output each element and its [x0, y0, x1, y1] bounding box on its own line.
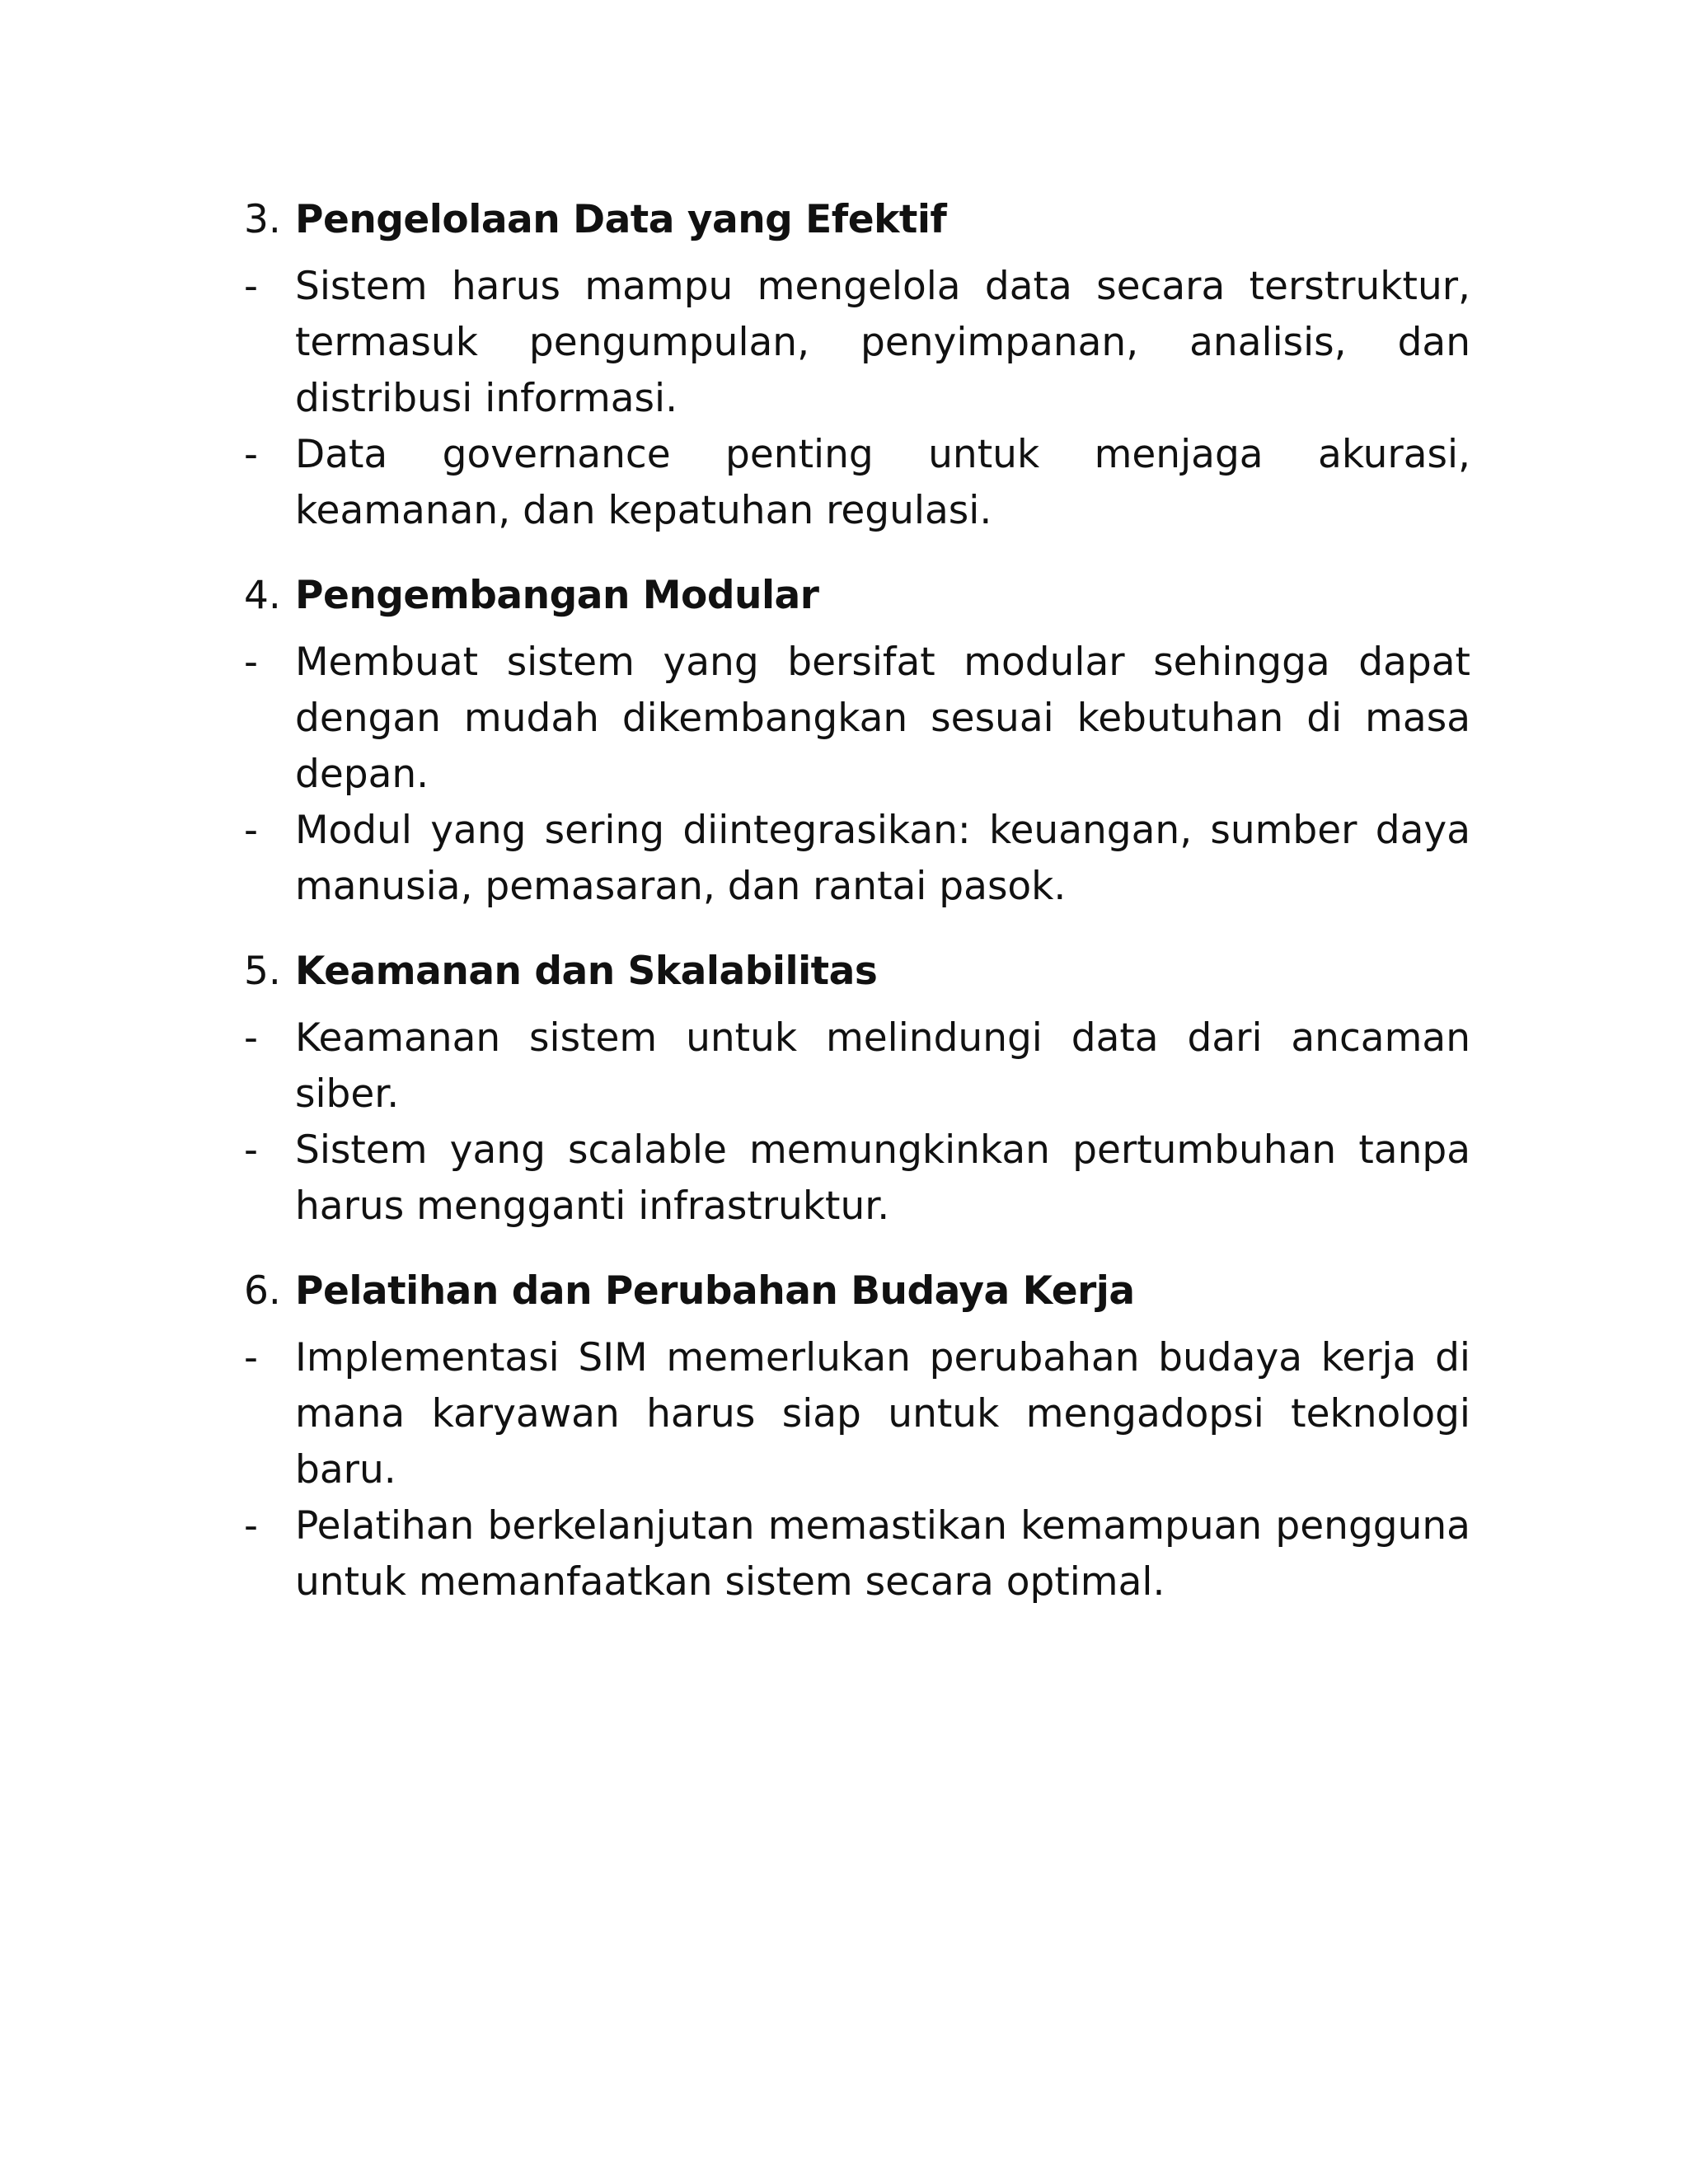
list-item [244, 803, 1470, 915]
section-number: 5. [244, 949, 281, 994]
section-title: Keamanan dan Skalabilitas [295, 949, 878, 994]
section-title: Pengelolaan Data yang Efektif [295, 197, 947, 242]
list-item [244, 635, 1470, 803]
bullet-dash: - [244, 640, 258, 685]
bullet-text: Implementasi SIM memerlukan perubahan budaya kerja di mana karyawan harus siap untuk mengadopsi teknologi baru. [295, 1335, 1470, 1493]
bullet-text: Pelatihan berkelanjutan memastikan kemampuan pengguna untuk memanfaatkan sistem secara optimal. [295, 1503, 1470, 1605]
bullet-dash: - [244, 1335, 258, 1380]
bullet-text: Sistem yang scalable memungkinkan pertumbuhan tanpa harus mengganti infrastruktur. [295, 1127, 1470, 1229]
section-heading [244, 557, 1470, 635]
bullet-dash: - [244, 808, 258, 853]
section-heading [244, 181, 1470, 259]
bullet-dash: - [244, 264, 258, 309]
list-item [244, 1498, 1470, 1610]
list-item [244, 1330, 1470, 1498]
bullet-dash: - [244, 432, 258, 477]
bullet-dash: - [244, 1015, 258, 1061]
list-item [244, 259, 1470, 427]
bullet-dash: - [244, 1127, 258, 1173]
bullet-text: Membuat sistem yang bersifat modular sehingga dapat dengan mudah dikembangkan sesuai kebutuhan di masa depan. [295, 640, 1470, 797]
bullet-text: Keamanan sistem untuk melindungi data dari ancaman siber. [295, 1015, 1470, 1117]
section-pelatihan-budaya [244, 1253, 1470, 1610]
section-heading [244, 1253, 1470, 1330]
section-title: Pelatihan dan Perubahan Budaya Kerja [295, 1268, 1135, 1314]
section-number: 6. [244, 1268, 281, 1314]
section-number: 3. [244, 197, 281, 242]
bullet-text: Sistem harus mampu mengelola data secara terstruktur, termasuk pengumpulan, penyimpanan, analisis, dan distribusi informasi. [295, 264, 1470, 421]
section-heading [244, 933, 1470, 1010]
list-item [244, 427, 1470, 539]
section-number: 4. [244, 573, 281, 618]
bullet-text: Data governance penting untuk menjaga akurasi, keamanan, dan kepatuhan regulasi. [295, 432, 1470, 533]
list-item [244, 1010, 1470, 1122]
section-title: Pengembangan Modular [295, 573, 819, 618]
document-body [244, 181, 1470, 1610]
section-pengelolaan-data [244, 181, 1470, 539]
bullet-dash: - [244, 1503, 258, 1549]
section-keamanan-skalabilitas [244, 933, 1470, 1235]
section-pengembangan-modular [244, 557, 1470, 915]
list-item [244, 1122, 1470, 1235]
bullet-text: Modul yang sering diintegrasikan: keuangan, sumber daya manusia, pemasaran, dan rantai pasok. [295, 808, 1470, 909]
